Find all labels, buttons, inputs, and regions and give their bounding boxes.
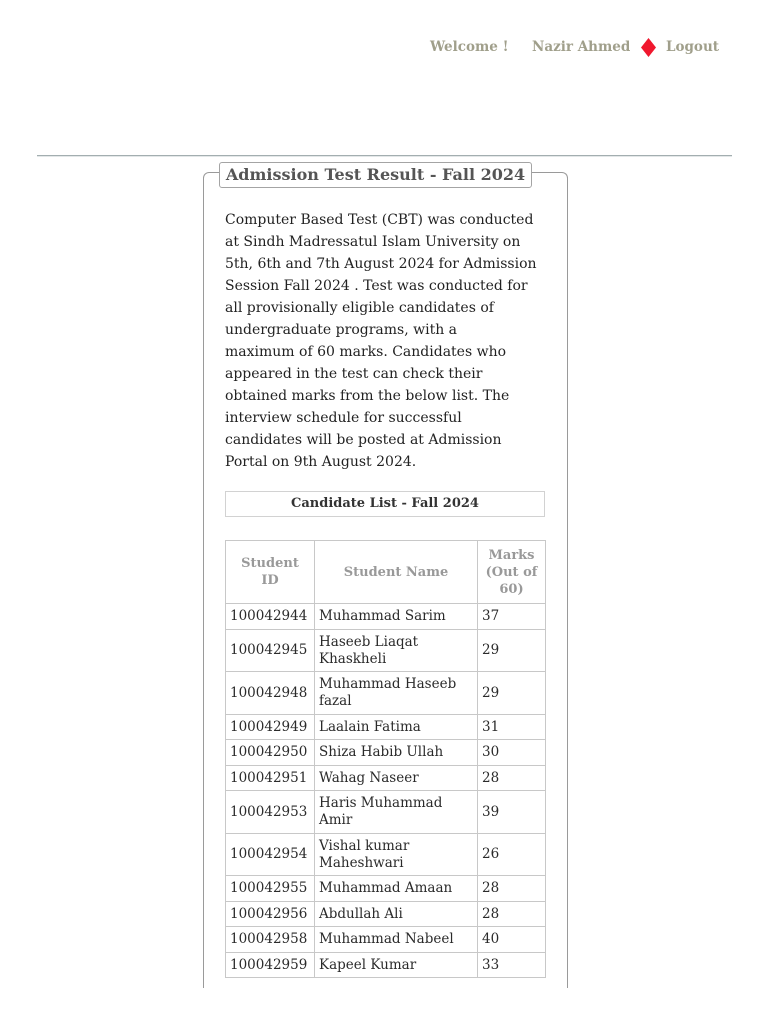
intro-line: at Sindh Madressatul Islam University on <box>225 234 521 250</box>
table-row <box>226 714 546 740</box>
student-name-cell: Muhammad Nabeel <box>315 927 478 953</box>
student-name-cell: Muhammad Haseeb fazal <box>315 672 478 715</box>
result-legend: Admission Test Result - Fall 2024 <box>219 162 532 188</box>
student-name-cell: Laalain Fatima <box>315 714 478 740</box>
student-id-cell: 100042953 <box>226 791 315 834</box>
intro-line: obtained marks from the below list. The <box>225 388 510 404</box>
red-diamond-icon <box>641 38 656 57</box>
student-name-cell: Haseeb Liaqat Khaskheli <box>315 629 478 672</box>
marks-cell: 28 <box>478 765 546 791</box>
marks-cell: 31 <box>478 714 546 740</box>
table-row <box>226 765 546 791</box>
student-id-cell: 100042948 <box>226 672 315 715</box>
logout-link[interactable]: Logout <box>666 39 719 55</box>
user-name: Nazir Ahmed <box>532 39 631 55</box>
student-id-cell: 100042955 <box>226 876 315 902</box>
student-name-cell: Muhammad Amaan <box>315 876 478 902</box>
table-header-row <box>226 541 546 604</box>
table-row <box>226 876 546 902</box>
marks-cell: 29 <box>478 672 546 715</box>
student-id-cell: 100042956 <box>226 901 315 927</box>
column-header-marks: Marks (Out of 60) <box>478 541 546 604</box>
marks-cell: 39 <box>478 791 546 834</box>
intro-line: interview schedule for successful <box>225 410 462 426</box>
student-name-cell: Muhammad Sarim <box>315 604 478 630</box>
table-row <box>226 629 546 672</box>
marks-cell: 30 <box>478 740 546 766</box>
table-row <box>226 791 546 834</box>
student-name-cell: Abdullah Ali <box>315 901 478 927</box>
student-name-cell: Kapeel Kumar <box>315 952 478 978</box>
intro-line: all provisionally eligible candidates of <box>225 300 494 316</box>
student-id-cell: 100042945 <box>226 629 315 672</box>
student-id-cell: 100042950 <box>226 740 315 766</box>
intro-line: undergraduate programs, with a <box>225 322 458 338</box>
student-name-cell: Shiza Habib Ullah <box>315 740 478 766</box>
student-id-cell: 100042944 <box>226 604 315 630</box>
intro-line: Portal on 9th August 2024. <box>225 454 417 470</box>
student-id-cell: 100042951 <box>226 765 315 791</box>
student-name-cell: Haris Muhammad Amir <box>315 791 478 834</box>
intro-paragraph <box>225 209 545 473</box>
intro-line: appeared in the test can check their <box>225 366 483 382</box>
marks-cell: 28 <box>478 901 546 927</box>
table-row <box>226 927 546 953</box>
intro-line: Computer Based Test (CBT) was conducted <box>225 212 534 228</box>
marks-cell: 26 <box>478 833 546 876</box>
intro-line: 5th, 6th and 7th August 2024 for Admission <box>225 256 537 272</box>
table-row <box>226 672 546 715</box>
marks-cell: 29 <box>478 629 546 672</box>
student-name-cell: Vishal kumar Maheshwari <box>315 833 478 876</box>
column-header-student-name: Student Name <box>315 541 478 604</box>
candidate-list-caption: Candidate List - Fall 2024 <box>225 491 545 517</box>
student-name-cell: Wahag Naseer <box>315 765 478 791</box>
table-row <box>226 604 546 630</box>
column-header-student-id: Student ID <box>226 541 315 604</box>
table-row <box>226 901 546 927</box>
marks-cell: 40 <box>478 927 546 953</box>
student-id-cell: 100042958 <box>226 927 315 953</box>
marks-cell: 37 <box>478 604 546 630</box>
marks-cell: 28 <box>478 876 546 902</box>
intro-line: maximum of 60 marks. Candidates who <box>225 344 507 360</box>
intro-line: candidates will be posted at Admission <box>225 432 502 448</box>
student-id-cell: 100042949 <box>226 714 315 740</box>
table-row <box>226 833 546 876</box>
table-row <box>226 952 546 978</box>
table-row <box>226 740 546 766</box>
candidate-table <box>225 540 546 978</box>
student-id-cell: 100042959 <box>226 952 315 978</box>
header-divider <box>37 155 732 156</box>
marks-cell: 33 <box>478 952 546 978</box>
intro-line: Session Fall 2024 . Test was conducted for <box>225 278 528 294</box>
student-id-cell: 100042954 <box>226 833 315 876</box>
welcome-text: Welcome ! <box>430 39 509 55</box>
